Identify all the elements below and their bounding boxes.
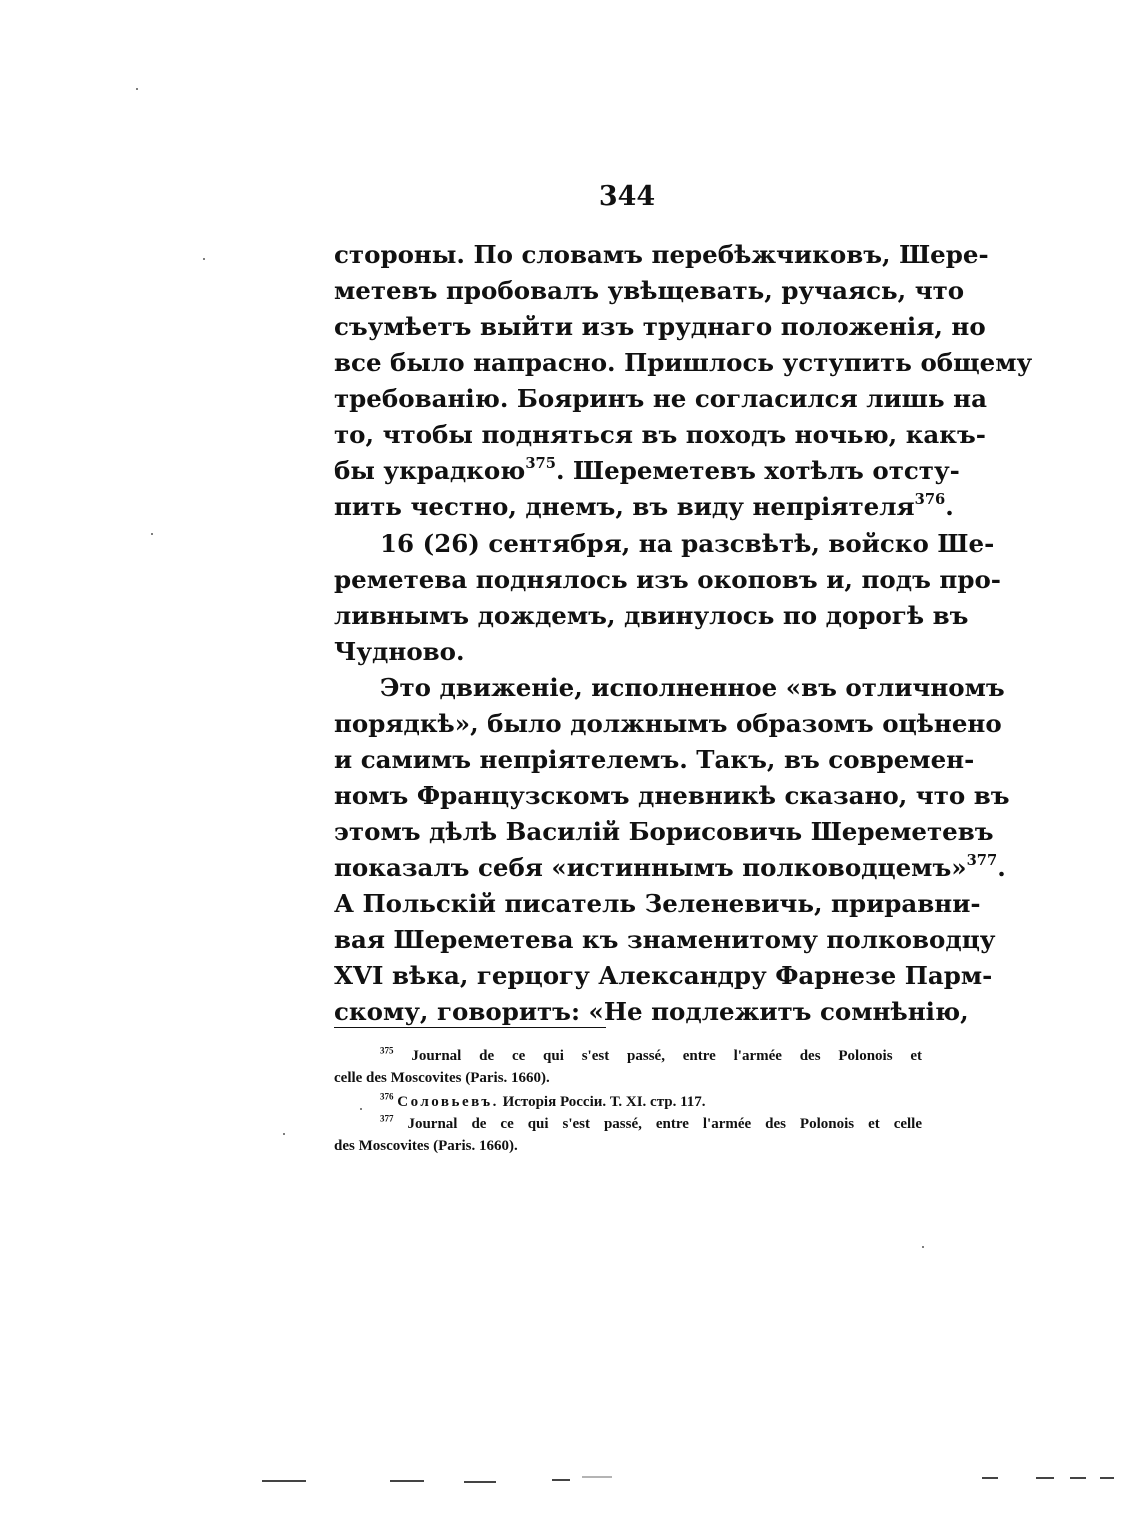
footnote-line: des Moscovites (Paris. 1660). [334, 1138, 518, 1154]
text-line: номъ Французскомъ дневникѣ сказано, что въ [334, 781, 1010, 810]
footnote-text: Journal de ce qui s'est passé, entre l'armée des Polonois et celle [407, 1116, 922, 1132]
text-line [334, 850, 1006, 886]
text-line: 16 (26) сентября, на разсвѣтѣ, войско Ше- [380, 529, 995, 558]
scan-mark [1100, 1477, 1114, 1479]
text-fragment: . [945, 492, 954, 521]
footnote-divider [334, 1027, 606, 1028]
text-line: XVI вѣка, герцогу Александру Фарнезе Парм- [334, 961, 993, 990]
footnote-ref-375: 375 [525, 454, 556, 472]
text-line: порядкѣ», было должнымъ образомъ оцѣнено [334, 709, 1002, 738]
text-line: А Польскій писатель Зеленевичь, приравни- [334, 889, 981, 918]
text-line: метевъ пробовалъ увѣщевать, ручаясь, что [334, 276, 965, 305]
text-line: вая Шереметева къ знаменитому полководцу [334, 925, 996, 954]
footnote-mark: 377 [380, 1113, 394, 1124]
scan-mark [982, 1477, 998, 1479]
footnote-mark: 376 [380, 1091, 394, 1102]
text-line: скому, говоритъ: «Не подлежитъ сомнѣнію, [334, 997, 969, 1026]
footnote-text: Исторія Россіи. Т. XI. стр. 117. [502, 1094, 706, 1110]
footnote-ref-376: 376 [914, 490, 946, 508]
page-number: 344 [598, 181, 656, 212]
text-line [334, 453, 960, 489]
text-line: этомъ дѣлѣ Василій Борисовичь Шереметевъ [334, 817, 994, 846]
text-line: и самимъ непріятелемъ. Такъ, въ современ- [334, 745, 975, 774]
text-line: реметева поднялось изъ окоповъ и, подъ про- [334, 565, 1001, 594]
text-line: требованію. Бояринъ не согласился лишь на [334, 384, 987, 413]
text-line: Это движеніе, исполненное «въ отличномъ [380, 673, 1005, 702]
text-line: то, чтобы подняться въ походъ ночью, какъ- [334, 420, 986, 449]
text-line: все было напрасно. Пришлось уступить общему [334, 348, 1033, 377]
scan-speck [203, 258, 205, 260]
text-line: стороны. По словамъ перебѣжчиковъ, Шере- [334, 240, 989, 269]
scan-speck [136, 88, 138, 90]
footnote-line: celle des Moscovites (Paris. 1660). [334, 1070, 550, 1086]
text-fragment: пить честно, днемъ, въ виду непріятеля [334, 492, 915, 521]
scan-mark [1070, 1477, 1086, 1479]
scan-mark [390, 1480, 424, 1482]
scan-speck [283, 1133, 285, 1135]
text-line: ливнымъ дождемъ, двинулось по дорогѣ въ [334, 601, 969, 630]
text-fragment: бы украдкою [334, 456, 526, 485]
footnote-text: Journal de ce qui s'est passé, entre l'armée des Polonois et [411, 1048, 923, 1064]
scan-mark [262, 1480, 306, 1482]
text-fragment: . Шереметевъ хотѣлъ отсту- [555, 456, 960, 485]
scan-mark [1036, 1477, 1054, 1479]
scan-speck [151, 533, 153, 535]
footnote-377 [380, 1113, 922, 1135]
scan-mark [582, 1476, 612, 1478]
footnote-376 [380, 1091, 922, 1113]
text-line [334, 489, 954, 525]
scan-mark [552, 1479, 570, 1481]
footnote-ref-377: 377 [966, 851, 998, 869]
footnote-author: Соловьевъ. [397, 1094, 499, 1110]
text-line: съумѣетъ выйти изъ труднаго положенія, но [334, 312, 986, 341]
scan-speck [360, 1108, 362, 1110]
text-fragment: . [997, 853, 1006, 882]
scan-mark [464, 1481, 496, 1483]
text-line: Чудново. [334, 637, 465, 666]
footnote-mark: 375 [380, 1045, 394, 1056]
footnote-375 [380, 1045, 922, 1067]
scan-speck [922, 1246, 924, 1248]
text-fragment: показалъ себя «истиннымъ полководцемъ» [334, 853, 967, 882]
